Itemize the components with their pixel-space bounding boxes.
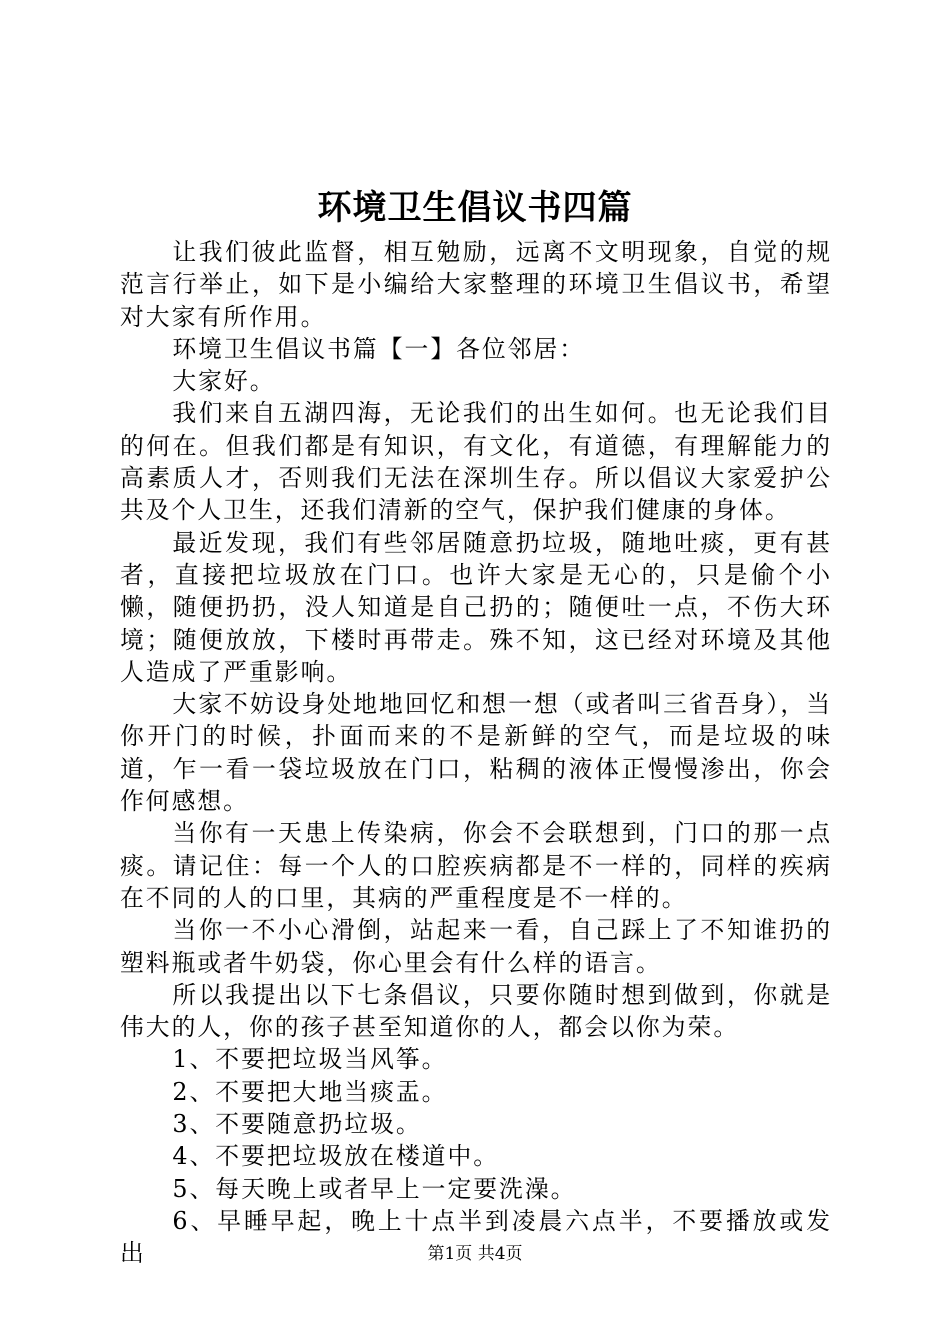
list-item: 6、早睡早起，晚上十点半到凌晨六点半，不要播放或发出 [120, 1206, 832, 1268]
paragraph-body: 大家不妨设身处地地回忆和想一想（或者叫三省吾身），当你开门的时候，扑面而来的不是新鲜的空气，而是垃圾的味道，乍一看一袋垃圾放在门口，粘稠的液体正慢慢渗出，你会作何感想。 [120, 690, 832, 816]
list-item: 2、不要把大地当痰盂。 [172, 1077, 448, 1106]
paragraph-greeting: 大家好。 [172, 367, 276, 396]
paragraph-body: 我们来自五湖四海，无论我们的出生如何。也无论我们目的何在。但我们都是有知识，有文化，有道德，有理解能力的高素质人才，否则我们无法在深圳生存。所以倡议大家爱护公共及个人卫生，还我们清新的空气，保护我们健康的身体。 [120, 399, 832, 525]
list-item: 1、不要把垃圾当风筝。 [172, 1045, 448, 1074]
list-item: 4、不要把垃圾放在楼道中。 [172, 1142, 500, 1171]
paragraph-intro: 让我们彼此监督，相互勉励，远离不文明现象，自觉的规范言行举止，如下是小编给大家整理的环境卫生倡议书，希望对大家有所作用。 [120, 238, 832, 331]
page-footer: 第1页 共4页 [427, 1244, 523, 1264]
paragraph-body: 当你有一天患上传染病，你会不会联想到，门口的那一点痰。请记住：每一个人的口腔疾病都是不一样的，同样的疾病在不同的人的口里，其病的严重程度是不一样的。 [120, 819, 832, 912]
list-item: 3、不要随意扔垃圾。 [172, 1110, 422, 1139]
paragraph-section-heading: 环境卫生倡议书篇【一】各位邻居： [172, 334, 586, 363]
document-title: 环境卫生倡议书四篇 [317, 188, 633, 228]
document-body [120, 236, 832, 1270]
paragraph-body: 所以我提出以下七条倡议，只要你随时想到做到，你就是伟大的人，你的孩子甚至知道你的人，都会以你为荣。 [120, 980, 832, 1042]
paragraph-body: 最近发现，我们有些邻居随意扔垃圾，随地吐痰，更有甚者，直接把垃圾放在门口。也许大家是无心的，只是偷个小懒，随便扔扔，没人知道是自己扔的；随便吐一点，不伤大环境；随便放放，下楼时再带走。殊不知，这已经对环境及其他人造成了严重影响。 [120, 528, 832, 686]
paragraph-body: 当你一不小心滑倒，站起来一看，自己踩上了不知谁扔的塑料瓶或者牛奶袋，你心里会有什么样的语言。 [120, 916, 832, 977]
list-item: 5、每天晚上或者早上一定要洗澡。 [172, 1174, 577, 1203]
